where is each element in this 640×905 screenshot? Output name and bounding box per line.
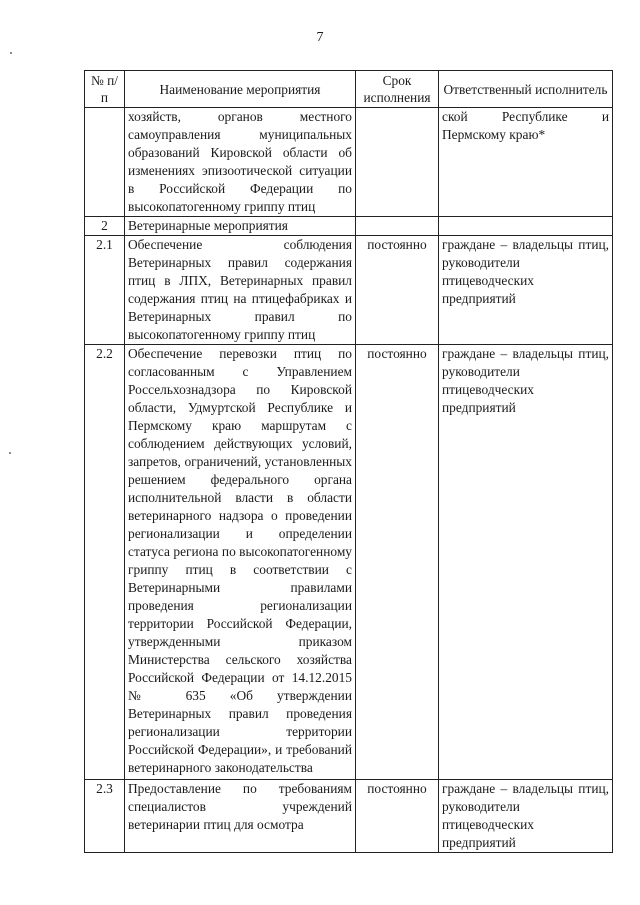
cell-name: Обеспечение соблюдения Ветеринарных правил содержания птиц в ЛПХ, Ветеринарных правил содержания птиц на птицефабриках и Ветеринарных правил по высокопатогенному гриппу птиц <box>125 236 356 345</box>
header-num: № п/п <box>85 71 125 108</box>
scan-speck <box>10 52 12 54</box>
cell-name: хозяйств, органов местного самоуправления муниципальных образований Кировской области об изменениях эпизоотической ситуации в Российской Федерации по высокопатогенному гриппу птиц <box>125 108 356 217</box>
cell-name: Обеспечение перевозки птиц по согласованным с Управлением Россельхознадзора по Кировской области, Удмуртской Республике и Пермскому краю маршрутам с соблюдением действующих условий, запретов, ограничений, установленных решением федерального органа исполнительной власти в области ветеринарного надзора о проведении регионализации и определении статуса региона по высокопатогенному гриппу птиц в соответствии с Ветеринарными правилами проведения регионализации территории Российской Федерации, утвержденными приказом Министерства сельского хозяйства Российской Федерации от 14.12.2015 № 635 «Об утверждении Ветеринарных правил проведения регионализации территории Российской Федерации», и требований ветеринарного законодательства <box>125 345 356 780</box>
cell-term: постоянно <box>356 236 439 345</box>
table-header-row <box>85 71 613 108</box>
cell-responsible: граждане – владельцы птиц, руководители птицеводческих предприятий <box>439 345 613 780</box>
header-responsible: Ответственный исполнитель <box>439 71 613 108</box>
table-row <box>85 345 613 780</box>
cell-num: 2.1 <box>85 236 125 345</box>
header-name: Наименование мероприятия <box>125 71 356 108</box>
table-row <box>85 236 613 345</box>
page-number: 7 <box>316 30 324 45</box>
cell-term: постоянно <box>356 780 439 853</box>
table-row <box>85 780 613 853</box>
section-num: 2 <box>85 217 125 236</box>
cell-term: постоянно <box>356 345 439 780</box>
cell-responsible <box>439 217 613 236</box>
cell-responsible: ской Республике и Пермскому краю* <box>439 108 613 217</box>
section-title: Ветеринарные мероприятия <box>125 217 356 236</box>
cell-num: 2.2 <box>85 345 125 780</box>
measures-table <box>84 70 613 853</box>
cell-num: 2.3 <box>85 780 125 853</box>
cell-responsible: граждане – владельцы птиц, руководители птицеводческих предприятий <box>439 236 613 345</box>
cell-responsible: граждане – владельцы птиц, руководители птицеводческих предприятий <box>439 780 613 853</box>
scan-speck <box>9 452 11 454</box>
cell-term <box>356 217 439 236</box>
cell-term <box>356 108 439 217</box>
table-row-section <box>85 217 613 236</box>
header-term: Срок исполнения <box>356 71 439 108</box>
cell-name: Предоставление по требованиям специалистов учреждений ветеринарии птиц для осмотра <box>125 780 356 853</box>
cell-num <box>85 108 125 217</box>
table-row-continuation <box>85 108 613 217</box>
